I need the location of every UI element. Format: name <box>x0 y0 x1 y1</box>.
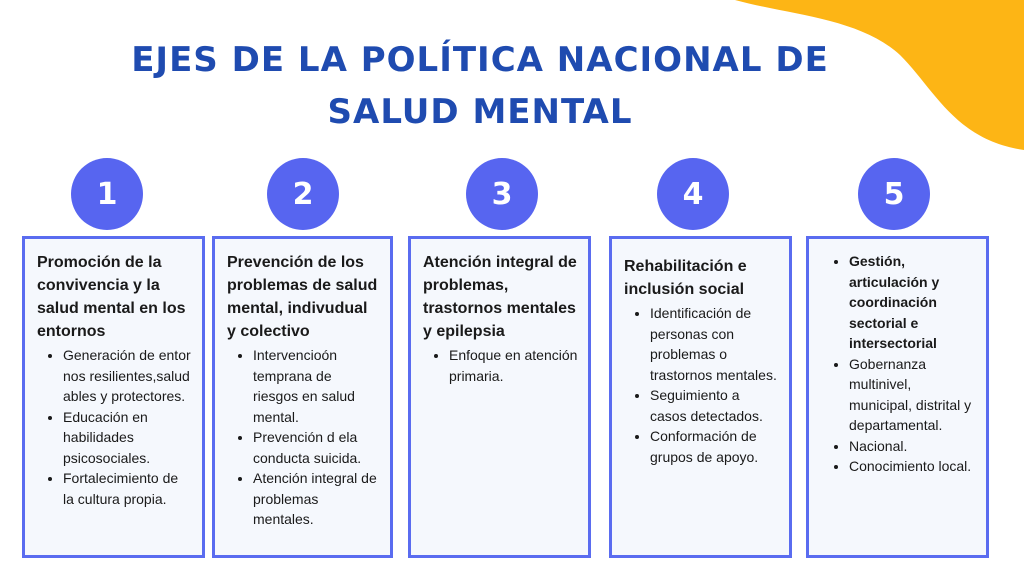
axis-3-list <box>423 345 578 386</box>
axis-3-card <box>408 236 591 558</box>
axis-4-list <box>624 303 779 467</box>
axis-1-heading: Promoción de la convivencia y la salud mental en los entornos <box>37 254 186 340</box>
list-item: • Gestión, articulación y coordinación sectorial e intersectorial <box>849 251 976 354</box>
axis-1-list <box>37 345 192 509</box>
axis-4-number-circle: 4 <box>657 158 729 230</box>
axis-2-card <box>212 236 393 558</box>
axis-1-number-circle: 1 <box>71 158 143 230</box>
list-item: • Prevención d ela conducta suicida. <box>253 427 380 468</box>
list-item: • Enfoque en atención primaria. <box>449 345 578 386</box>
list-item: • Fortalecimiento de la cultura propia. <box>63 468 192 509</box>
axis-5-list <box>821 251 976 477</box>
axis-3-number-circle: 3 <box>466 158 538 230</box>
list-item: • Atención integral de problemas mentales. <box>253 468 380 530</box>
page-title-line-1: EJES DE LA POLÍTICA NACIONAL DE <box>131 40 829 80</box>
axis-4-card <box>609 236 792 558</box>
page-title <box>60 34 900 138</box>
list-item: • Gobernanza multinivel, municipal, distrital y departamental. <box>849 354 976 436</box>
list-item: • Conformación de grupos de apoyo. <box>650 426 779 467</box>
axis-4-heading: Rehabilitación e inclusión social <box>624 258 747 298</box>
list-item: • Nacional. <box>849 436 976 457</box>
axis-2-heading: Prevención de los problemas de salud mental, indivudual y colectivo <box>227 254 378 340</box>
axis-2-list <box>227 345 380 530</box>
list-item: • Identificación de personas con problemas o trastornos mentales. <box>650 303 779 385</box>
axis-1-card <box>22 236 205 558</box>
axis-5-number-circle: 5 <box>858 158 930 230</box>
axis-2-number-circle: 2 <box>267 158 339 230</box>
page-title-line-2: SALUD MENTAL <box>327 92 633 132</box>
list-item: • Seguimiento a casos detectados. <box>650 385 779 426</box>
list-item: • Generación de entornos resilientes,saludables y protectores. <box>63 345 192 407</box>
list-item: • Conocimiento local. <box>849 456 976 477</box>
axis-5-card <box>806 236 989 558</box>
axis-3-heading: Atención integral de problemas, trastornos mentales y epilepsia <box>423 254 577 340</box>
list-item: • Intervencioón temprana de riesgos en salud mental. <box>253 345 380 427</box>
list-item: • Educación en habilidades psicosociales. <box>63 407 192 469</box>
